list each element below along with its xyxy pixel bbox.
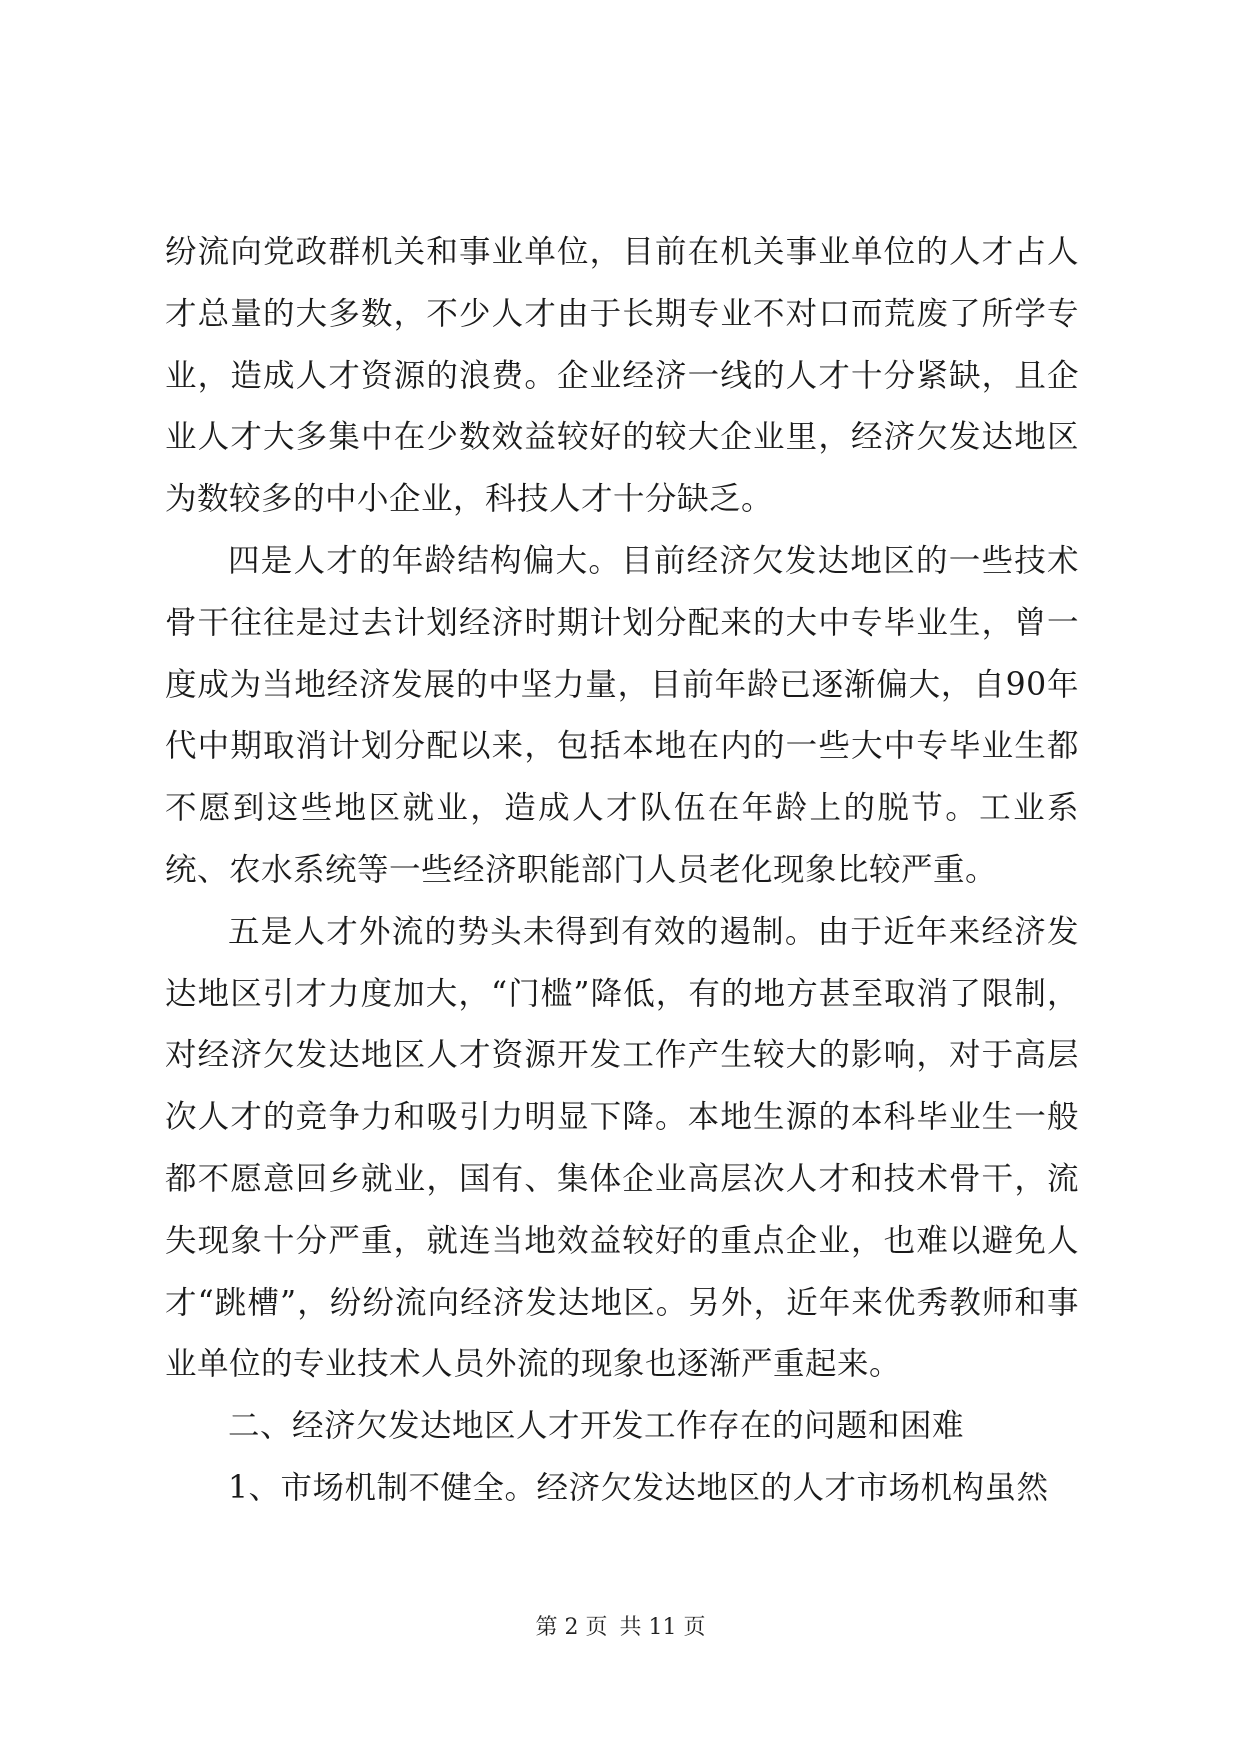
document-body — [165, 222, 1079, 1520]
paragraph-age-structure: 四是人才的年龄结构偏大。目前经济欠发达地区的一些技术骨干往往是过去计划经济时期计划分配来的大中专毕业生，曾一度成为当地经济发展的中坚力量，目前年龄已逐渐偏大，自90年代中期取消计划分配以来，包括本地在内的一些大中专毕业生都不愿到这些地区就业，造成人才队伍在年龄上的脱节。工业系统、农水系统等一些经济职能部门人员老化现象比较严重。 — [165, 542, 1079, 888]
section-heading: 二、经济欠发达地区人才开发工作存在的问题和困难 — [228, 1408, 965, 1445]
paragraph-continuation: 纷流向党政群机关和事业单位，目前在机关事业单位的人才占人才总量的大多数，不少人才由于长期专业不对口而荒废了所学专业，造成人才资源的浪费。企业经济一线的人才十分紧缺，且企业人才大多集中在少数效益较好的较大企业里，经济欠发达地区为数较多的中小企业，科技人才十分缺乏。 — [165, 234, 1079, 518]
paragraph-talent-outflow: 五是人才外流的势头未得到有效的遏制。由于近年来经济发达地区引才力度加大，“门槛”降低，有的地方甚至取消了限制，对经济欠发达地区人才资源开发工作产生较大的影响，对于高层次人才的竞争力和吸引力明显下降。本地生源的本科毕业生一般都不愿意回乡就业，国有、集体企业高层次人才和技术骨干，流失现象十分严重，就连当地效益较好的重点企业，也难以避免人才“跳槽”，纷纷流向经济发达地区。另外，近年来优秀教师和事业单位的专业技术人员外流的现象也逐渐严重起来。 — [165, 913, 1079, 1383]
page-total: 共 11 页 — [619, 1615, 706, 1640]
page-footer — [0, 1614, 1241, 1642]
paragraph-market-mechanism: 1、市场机制不健全。经济欠发达地区的人才市场机构虽然 — [228, 1469, 1049, 1506]
page-number: 第 2 页 — [535, 1615, 608, 1640]
